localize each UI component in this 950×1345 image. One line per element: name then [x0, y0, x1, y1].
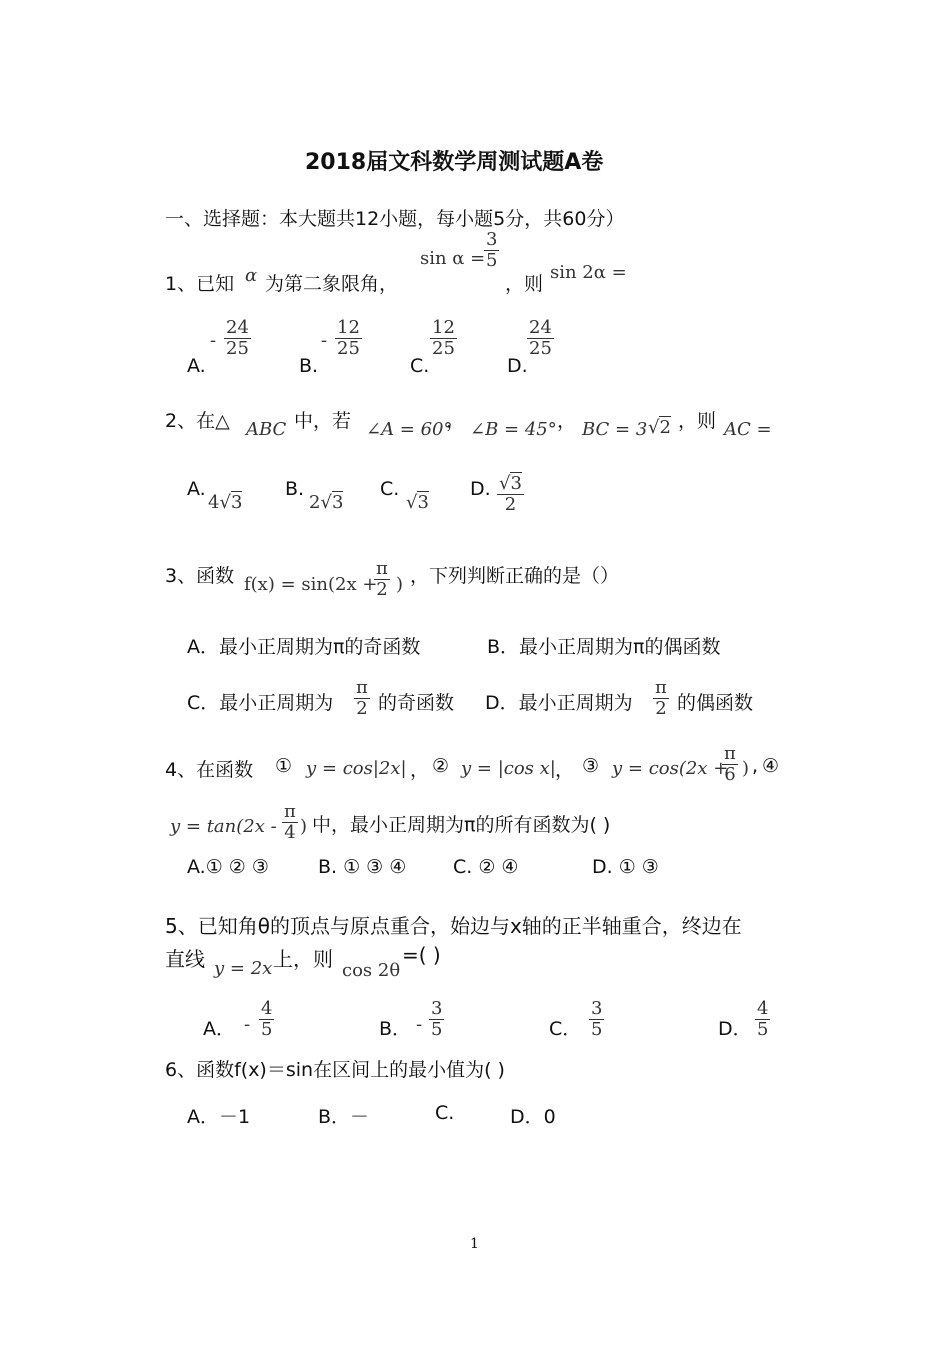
q4-sep-2: ，: [555, 759, 575, 781]
page-number: 1: [470, 1236, 479, 1252]
q6-option-d: D．0: [510, 1106, 556, 1128]
q3-prefix: 3、函数: [165, 565, 235, 587]
q4-function-2: y = |cos x|: [461, 758, 556, 779]
q4-sep-1: ，: [410, 759, 430, 781]
q6-option-b: B．－: [318, 1106, 370, 1128]
q1-sin2a: sin 2α =: [550, 262, 627, 283]
q3-option-d-prefix: D．最小正周期为: [485, 692, 633, 714]
q4-function-3: y = cos(2x +: [612, 758, 729, 779]
q2-option-d-label: D.: [470, 478, 491, 500]
q1-option-a-label: A.: [187, 355, 206, 377]
q5-line-2-prefix: 直线: [165, 947, 205, 971]
q1-sin-fraction: $\frac{3}{5}$: [486, 229, 498, 271]
q3-option-c-suffix: 的奇函数: [378, 692, 455, 714]
q1-prefix: 1、已知: [165, 273, 235, 295]
q4-function-3-fraction: $\frac{\pi}{6}$: [724, 743, 736, 785]
q4-circle-1: ①: [275, 755, 293, 777]
q2-comma-2: ，: [557, 410, 577, 432]
q2-triangle-abc: ABC: [246, 419, 287, 440]
q4-function-4-fraction: $\frac{\pi}{4}$: [284, 801, 296, 843]
q1-option-b-fraction: $\frac{12}{25}$: [337, 317, 360, 359]
section-heading: 一、选择题：本大题共12小题，每小题5分，共60分）: [165, 208, 625, 230]
q3-option-b: B．最小正周期为π的偶函数: [487, 636, 721, 658]
q5-cos2theta: cos 2θ: [342, 960, 401, 981]
q5-option-c-label: C．: [549, 1018, 582, 1040]
q4-option-d: D. ① ③: [592, 856, 659, 878]
q1-then: ，则: [505, 273, 544, 295]
q4-function-1: y = cos|2x|: [306, 758, 407, 779]
q3-option-d-fraction: $\frac{\pi}{2}$: [655, 677, 667, 719]
q1-alpha: α: [245, 265, 258, 286]
q1-mid: 为第二象限角，: [265, 273, 399, 295]
q1-option-d-label: D.: [507, 355, 528, 377]
q4-circle-4: ④: [762, 755, 780, 777]
q5-option-b-fraction: $\frac{3}{5}$: [431, 998, 443, 1040]
q4-circle-2: ②: [432, 755, 450, 777]
q4-prefix: 4、在函数: [165, 759, 254, 781]
q4-sep-3: ,: [752, 755, 759, 777]
q3-option-c-prefix: C．最小正周期为: [187, 692, 334, 714]
q5-line-1: 5、已知角θ的顶点与原点重合，始边与x轴的正半轴重合，终边在: [165, 914, 742, 938]
q1-option-c-label: C.: [410, 355, 430, 377]
q3-suffix: ，下列判断正确的是（）: [410, 565, 620, 587]
q1-option-c-fraction: $\frac{12}{25}$: [432, 317, 455, 359]
q5-option-a-sign: -: [244, 1014, 251, 1035]
page-title: 2018届文科数学周测试题A卷: [305, 150, 604, 175]
q2-angle-b: ∠B = 45°: [470, 419, 557, 440]
q5-option-a-label: A．: [203, 1018, 235, 1040]
q4-circle-3: ③: [582, 755, 600, 777]
q1-option-a-sign: -: [210, 330, 217, 351]
q3-option-a: A．最小正周期为π的奇函数: [187, 636, 421, 658]
q1-option-b-label: B.: [299, 355, 319, 377]
q5-option-d-fraction: $\frac{4}{5}$: [757, 998, 769, 1040]
q3-close-paren: ): [396, 574, 404, 595]
q2-option-b-value: 2√3: [309, 492, 344, 513]
q2-comma-1: ，: [446, 410, 466, 432]
q2-option-c-label: C.: [380, 478, 400, 500]
q5-line-2-suffix: =( ): [402, 943, 441, 967]
q3-pi-over-2: $\frac{\pi}{2}$: [376, 558, 388, 600]
q5-line-equation: y = 2x: [214, 958, 273, 979]
q3-option-d-suffix: 的偶函数: [677, 692, 754, 714]
q5-line-2-mid: 上，则: [273, 947, 333, 971]
q2-ac: AC =: [724, 419, 772, 440]
q5-option-b-label: B．: [379, 1018, 412, 1040]
q2-mid: 中，若: [294, 410, 352, 432]
q1-sin-alpha: sin α =: [420, 248, 486, 269]
q4-option-c: C. ② ④: [453, 856, 519, 878]
q2-option-c-value: √3: [406, 492, 429, 513]
q2-angle-a: ∠A = 60°: [366, 419, 453, 440]
q4-function-4-close: ): [300, 816, 308, 837]
q1-option-b-sign: -: [321, 330, 328, 351]
q5-option-d-label: D．: [718, 1018, 752, 1040]
q4-suffix: 中，最小正周期为π的所有函数为( ): [312, 814, 611, 836]
q4-option-b: B. ① ③ ④: [318, 856, 407, 878]
q6-option-a: A．－1: [187, 1106, 251, 1128]
q5-option-b-sign: -: [416, 1014, 423, 1035]
q2-option-a-label: A.: [187, 478, 206, 500]
q2-bc: BC = 3: [582, 419, 648, 440]
q3-function: f(x) = sin(2x +: [244, 574, 378, 595]
q6-text: 6、函数f(x)＝sin在区间上的最小值为( ): [165, 1059, 505, 1081]
q2-option-a-value: 4√3: [208, 492, 243, 513]
q5-option-c-fraction: $\frac{3}{5}$: [591, 998, 603, 1040]
q2-then: ，则: [678, 410, 717, 432]
q2-prefix: 2、在△: [165, 410, 230, 432]
q6-option-c: C.: [435, 1102, 455, 1124]
q1-option-d-fraction: $\frac{24}{25}$: [529, 317, 552, 359]
q4-function-3-close: ): [742, 758, 750, 779]
q4-function-4: y = tan(2x -: [170, 816, 277, 837]
q2-option-b-label: B.: [285, 478, 305, 500]
q1-option-a-fraction: $\frac{24}{25}$: [226, 317, 249, 359]
q4-option-a: A.① ② ③: [187, 856, 269, 878]
q3-option-c-fraction: $\frac{\pi}{2}$: [356, 677, 368, 719]
q2-bc-radical: √2: [648, 417, 671, 438]
q2-option-d-fraction: $\frac{√3}{2}$: [499, 473, 522, 515]
q5-option-a-fraction: $\frac{4}{5}$: [261, 998, 273, 1040]
